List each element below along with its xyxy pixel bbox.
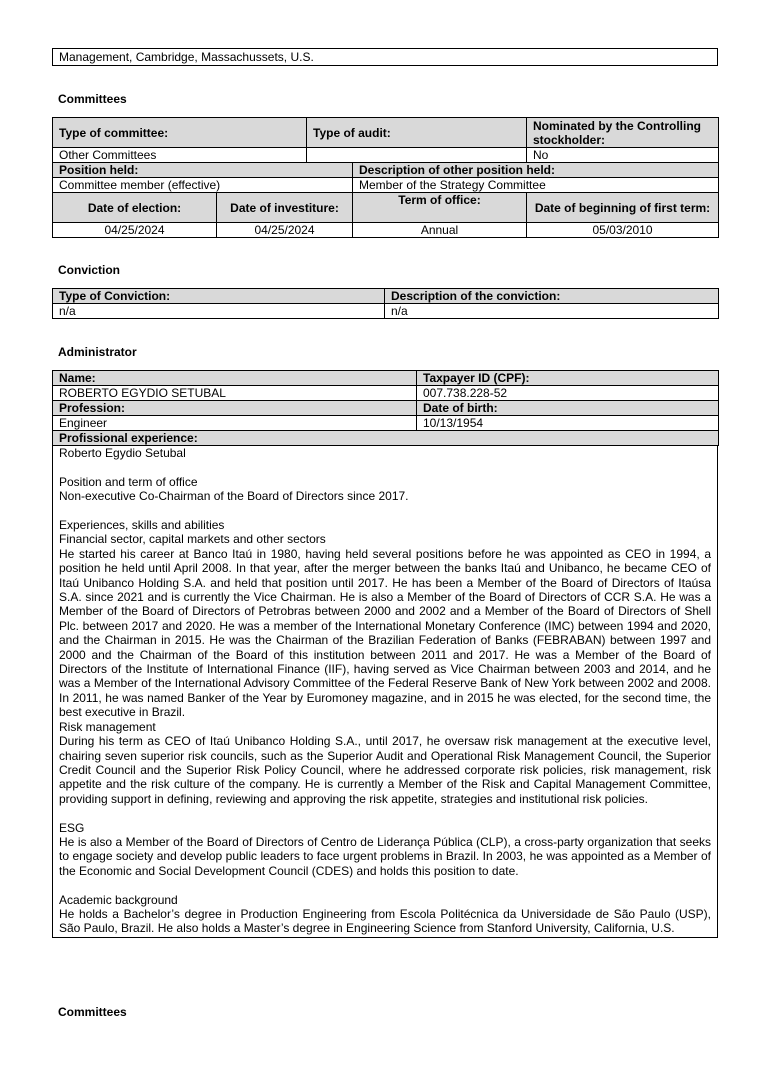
conviction-type-value: n/a (53, 304, 385, 319)
exp-skills-heading: Experiences, skills and abilities (59, 518, 225, 532)
exp-risk-heading: Risk management (59, 719, 156, 734)
exp-esg-text: He is also a Member of the Board of Directors of Centro de Liderança Pública (CLP), a cross-party organization that seeks to engage society and develop public leaders to face urgent problems in Brazil. In 2003, he was appointed as a Member of the Economic and Social Development Council (CDES) and holds this position to date. (59, 834, 711, 878)
term-value: Annual (353, 223, 527, 238)
conviction-heading: Conviction (58, 263, 120, 277)
type-of-committee-value: Other Committees (53, 148, 307, 163)
name-label: Name: (53, 371, 417, 386)
type-of-audit-value (307, 148, 527, 163)
date-of-investiture-label: Date of investiture: (217, 193, 353, 223)
experience-label: Profissional experience: (53, 431, 719, 446)
administrator-heading: Administrator (58, 345, 137, 359)
taxpayer-value: 007.738.228-52 (417, 386, 719, 401)
continuation-text: Management, Cambridge, Massachussets, U.S. (53, 49, 718, 66)
conviction-table (52, 288, 718, 319)
exp-esg-heading: ESG (59, 820, 85, 835)
description-label: Description of other position held: (353, 163, 719, 178)
conviction-description-value: n/a (385, 304, 719, 319)
conviction-type-label: Type of Conviction: (53, 289, 385, 304)
nominated-value: No (527, 148, 719, 163)
term-label: Term of office: (353, 193, 527, 223)
date-of-investiture-value: 04/25/2024 (217, 223, 353, 238)
profession-label: Profession: (53, 401, 417, 416)
type-of-committee-label: Type of committee: (53, 118, 307, 148)
first-term-label: Date of beginning of first term: (527, 193, 719, 223)
conviction-description-label: Description of the conviction: (385, 289, 719, 304)
exp-position-text: Non-executive Co-Chairman of the Board of Directors since 2017. (59, 489, 409, 504)
exp-position-heading: Position and term of office (59, 474, 198, 489)
exp-academic-heading: Academic background (59, 892, 178, 907)
position-held-label: Position held: (53, 163, 353, 178)
exp-sector-heading: Financial sector, capital markets and other sectors (59, 532, 326, 547)
administrator-table (52, 370, 718, 938)
date-of-election-label: Date of election: (53, 193, 217, 223)
taxpayer-label: Taxpayer ID (CPF): (417, 371, 719, 386)
dob-value: 10/13/1954 (417, 416, 719, 431)
position-held-value: Committee member (effective) (53, 178, 353, 193)
committees-table (52, 117, 718, 238)
first-term-value: 05/03/2010 (527, 223, 719, 238)
exp-risk-text: During his term as CEO of Itaú Unibanco Holding S.A., until 2017, he oversaw risk management at the executive level, chairing seven superior risk councils, such as the Superior Audit and Operational Risk Management Council, the Superior Credit Council and the Superior Risk Policy Council, where he addressed corporate risk policies, risk management, risk appetite and the risk culture of the company. He is currently a Member of the Risk and Capital Management Committee, providing support in defining, reviewing and approving the risk appetite, strategies and institutional risk policies. (59, 734, 711, 806)
professional-experience-text (52, 446, 718, 938)
type-of-audit-label: Type of audit: (307, 118, 527, 148)
committees-heading-2: Committees (58, 1005, 127, 1019)
nominated-label: Nominated by the Controlling stockholder: (527, 118, 719, 148)
exp-academic-text: He holds a Bachelor’s degree in Production Engineering from Escola Politécnica da Universidade de São Paulo (USP), São Paulo, Brazil. He also holds a Master’s degree in Engineering Science from Stanford University, California, U.S. (59, 906, 711, 936)
exp-career-text: He started his career at Banco Itaú in 1980, having held several positions before he was appointed as CEO in 1994, a position he held until April 2008. In that year, after the merger between the banks Itaú and Unibanco, he became CEO of Itaú Unibanco Holding S.A. and held that position until 2017. He has been a Member of the Board of Directors of Itaúsa S.A. since 2021 and is currently the Vice Chairman. He is also a Member of the Board of Directors of CCR S.A. He was a Member of the Board of Directors of Petrobras between 2000 and 2002 and a Member of the Board of Directors of Shell Plc. between 2017 and 2020. He was a member of the International Monetary Conference (IMC) between 1994 and 2020, and the Chairman in 2015. He was the Chairman of the Brazilian Federation of Banks (FEBRABAN) between 1997 and 2000 and the Chairman of the Board of this institution between 2011 and 2017. He was a Member of the Board of Directors of the Institute of International Finance (IIF), having served as Vice Chairman between 2003 and 2014, and he was a Member of the International Advisory Committee of the Federal Reserve Bank of New York between 2002 and 2008. In 2011, he was named Banker of the Year by Euromoney magazine, and in 2015 he was elected, for the second time, the best executive in Brazil. (59, 546, 711, 720)
profession-value: Engineer (53, 416, 417, 431)
continuation-box (52, 48, 718, 66)
date-of-election-value: 04/25/2024 (53, 223, 217, 238)
committees-heading: Committees (58, 92, 127, 106)
description-value: Member of the Strategy Committee (353, 178, 719, 193)
dob-label: Date of birth: (417, 401, 719, 416)
name-value: ROBERTO EGYDIO SETUBAL (53, 386, 417, 401)
exp-name: Roberto Egydio Setubal (59, 446, 186, 460)
